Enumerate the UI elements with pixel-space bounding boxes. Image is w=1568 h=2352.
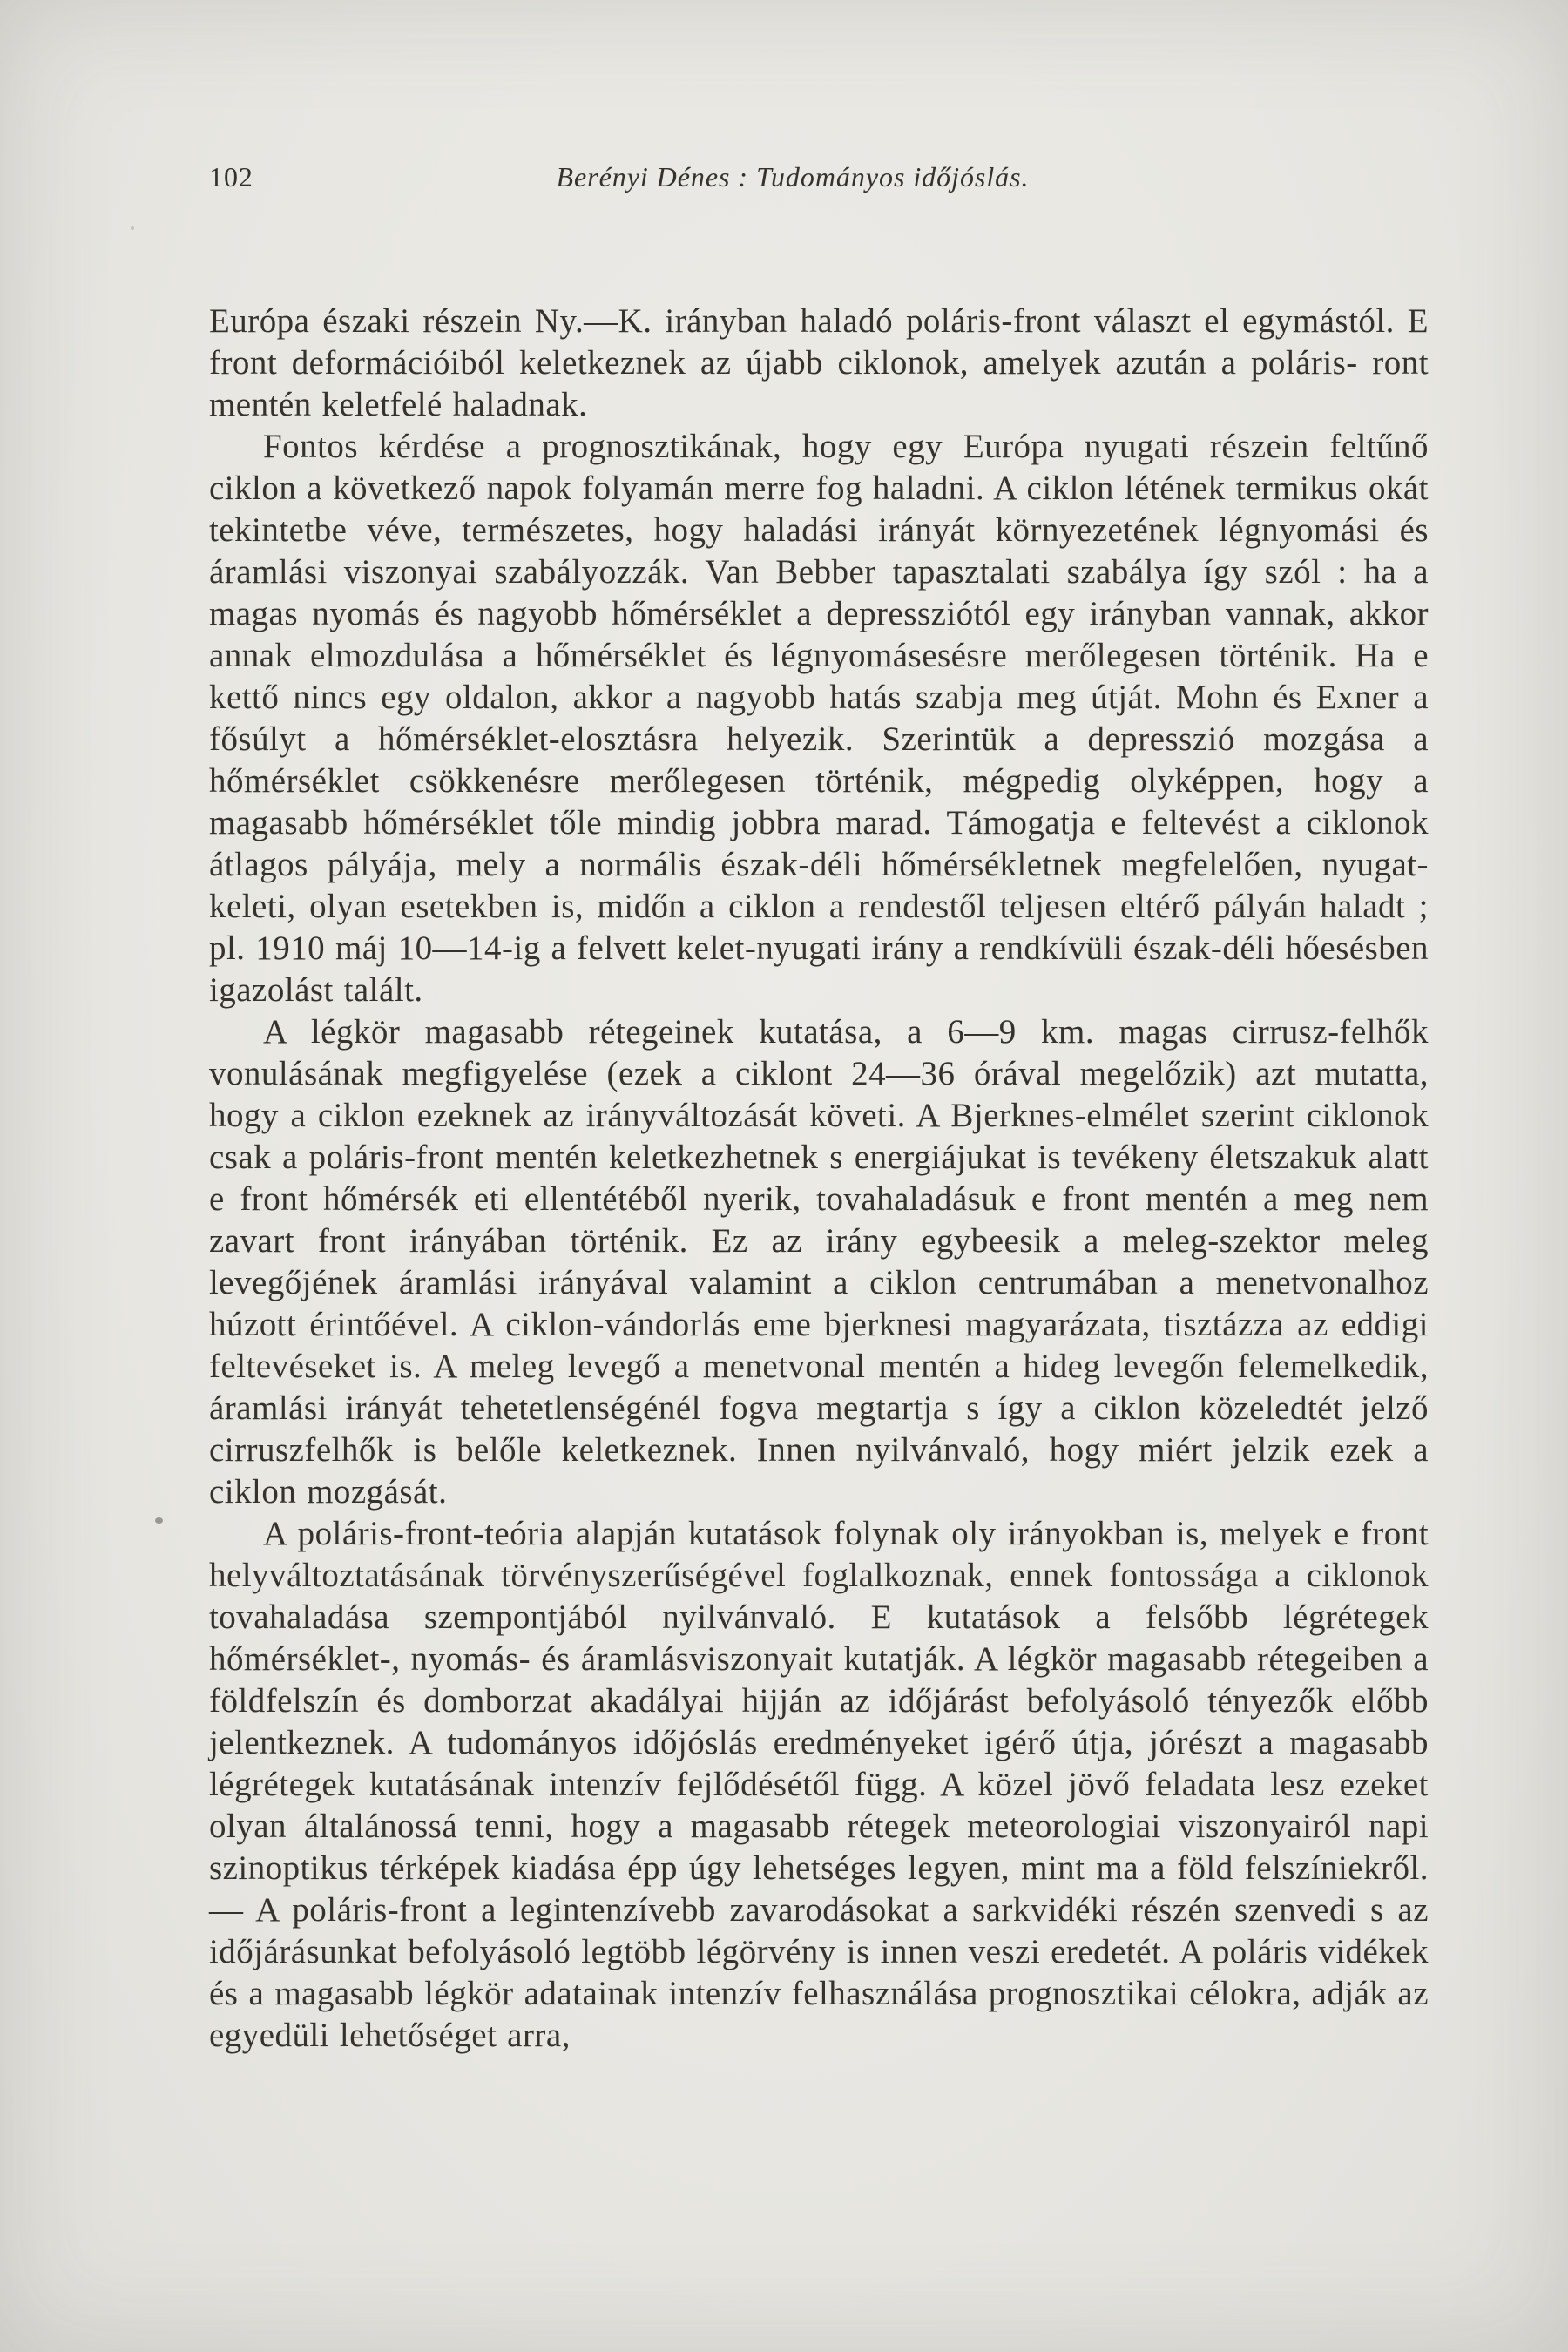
paragraph: Fontos kérdése a prognosztikának, hogy egy Európa nyugati részein feltűnő ciklon a következő napok folyamán merre fog haladni. A ciklon létének termikus okát tekintetbe véve, természetes, hogy haladási irányát környezetének légnyomási és áramlási viszonyai szabályozzák. Van Bebber tapasztalati szabálya így szól : ha a magas nyomás és nagyobb hőmérséklet a depressziótól egy irányban vannak, akkor annak elmozdulása a hőmérséklet és légnyomásesésre merőlegesen történik. Ha e kettő nincs egy oldalon, akkor a nagyobb hatás szabja meg útját. Mohn és Exner a fősúlyt a hőmérséklet-elosztásra helyezik. Szerintük a depresszió mozgása a hőmérséklet csökkenésre merőlegesen történik, mégpedig olyképpen, hogy a magasabb hőmérséklet tőle mindig jobbra marad. Támogatja e feltevést a ciklonok átlagos pályája, mely a normális észak-déli hőmérsékletnek megfelelően, nyugat-keleti, olyan esetekben is, midőn a ciklon a rendestől teljesen eltérő pályán haladt ; pl. 1910 máj 10—14-ig a felvett kelet-nyugati irány a rendkívüli észak-déli hőesésben igazolást talált. bbox=[209, 428, 1429, 1009]
scan-artifact bbox=[131, 226, 134, 230]
page-number: 102 bbox=[209, 161, 253, 193]
paragraph: Európa északi részein Ny.—K. irányban haladó poláris-front választ el egymástól. E front deformációiból keletkeznek az újabb ciklonok, amelyek azután a poláris- ront mentén keletfelé haladnak. bbox=[209, 302, 1429, 423]
page-header bbox=[209, 161, 1429, 203]
paragraph: A légkör magasabb rétegeinek kutatása, a 6—9 km. magas cirrusz-felhők vonulásának megfigyelése (ezek a ciklont 24—36 órával megelőzik) azt mutatta, hogy a ciklon ezeknek az irányváltozását követi. A Bjerknes-elmélet szerint ciklonok csak a poláris-front mentén keletkezhetnek s energiájukat is tevékeny életszakuk alatt e front hőmérsék eti ellentétéből nyerik, tovahaladásuk e front mentén a meg nem zavart front irányában történik. Ez az irány egybeesik a meleg-szektor meleg levegőjének áramlási irányával valamint a ciklon centrumában a menetvonalhoz húzott érintőével. A ciklon-vándorlás eme bjerknesi magyarázata, tisztázza az eddigi feltevéseket is. A meleg levegő a menetvonal mentén a hideg levegőn felemelkedik, áramlási irányát tehetetlenségénél fogva megtartja s így a ciklon közeledtét jelző cirruszfelhők is belőle keletkeznek. Innen nyilvánvaló, hogy miért jelzik ezek a ciklon mozgását. bbox=[209, 1013, 1429, 1511]
scan-artifact bbox=[155, 1517, 163, 1524]
paragraph: A poláris-front-teória alapján kutatások folynak oly irányokban is, melyek e front helyváltoztatásának törvényszerűségével foglalkoznak, ennek fontossága a ciklonok tovahaladása szempontjából nyilvánvaló. E kutatások a felsőbb légrétegek hőmérséklet-, nyomás- és áramlásviszonyait kutatják. A légkör magasabb rétegeiben a földfelszín és domborzat akadályai hijján az időjárást befolyásoló tényezők előbb jelentkeznek. A tudományos időjóslás eredményeket igérő útja, jórészt a magasabb légrétegek kutatásának intenzív fejlődésétől függ. A közel jövő feladata lesz ezeket olyan általánossá tenni, hogy a magasabb rétegek meteorologiai viszonyairól napi szinoptikus térképek kiadása épp úgy lehetséges legyen, mint ma a föld felszíniekről. — A poláris-front a legintenzívebb zavarodásokat a sarkvidéki részén szenvedi s az időjárásunkat befolyásoló legtöbb légörvény is innen veszi eredetét. A poláris vidékek és a magasabb légkör adatainak intenzív felhasználása prognosztikai célokra, adják az egyedüli lehetőséget arra, bbox=[209, 1515, 1429, 2054]
text-block bbox=[209, 301, 1429, 2057]
page-content bbox=[209, 161, 1429, 2057]
running-header-title: Berényi Dénes : Tudományos időjóslás. bbox=[556, 161, 1030, 193]
